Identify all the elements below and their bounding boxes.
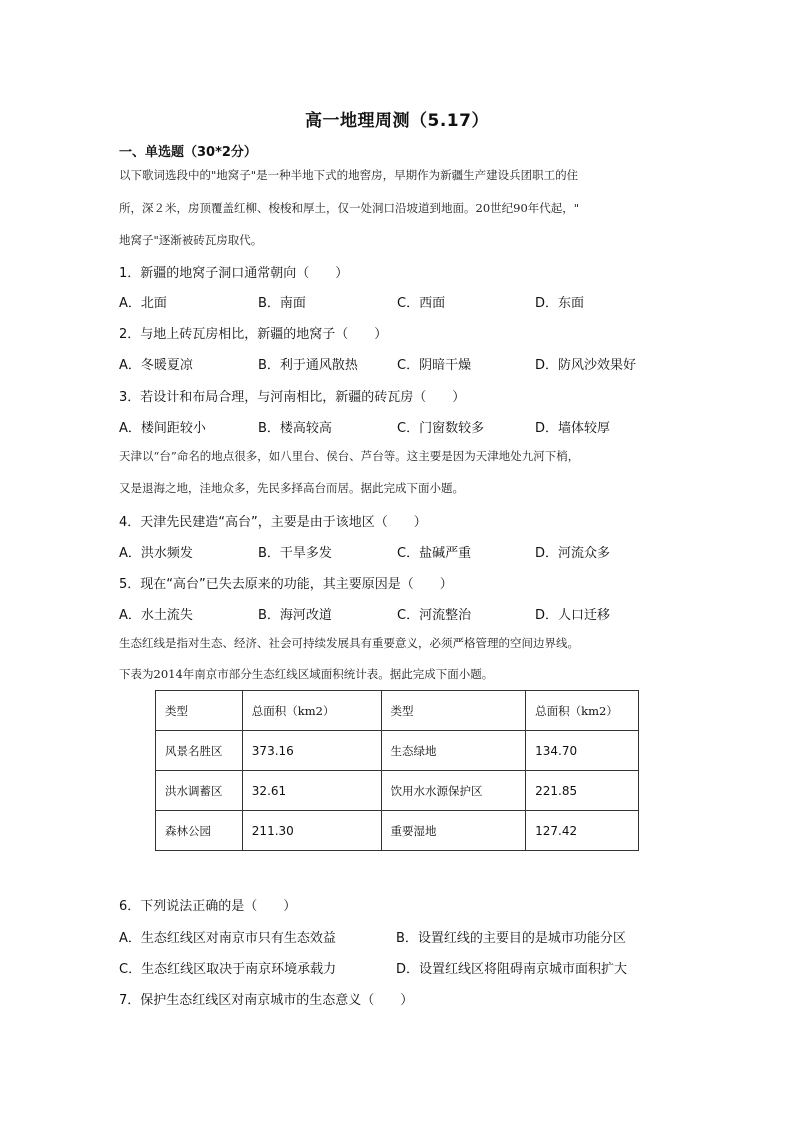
table-cell: 重要湿地 [381, 811, 526, 851]
table-header-cell: 类型 [381, 691, 526, 731]
question-2-option-b[interactable]: B．利于通风散热 [258, 358, 358, 373]
question-4-stem: 4．天津先民建造“高台”，主要是由于该地区（ ） [119, 515, 427, 530]
question-6-option-a[interactable]: A．生态红线区对南京市只有生态效益 [119, 931, 336, 946]
table-cell: 134.70 [526, 731, 639, 771]
question-2-option-d[interactable]: D．防风沙效果好 [535, 358, 637, 373]
table-header-cell: 总面积（km2） [242, 691, 381, 731]
question-4-option-b[interactable]: B．干旱多发 [258, 546, 332, 561]
passage-2-line-2: 又是退海之地，洼地众多，先民多择高台而居。据此完成下面小题。 [119, 481, 464, 495]
question-4-option-a[interactable]: A．洪水频发 [119, 546, 193, 561]
question-6-option-d[interactable]: D．设置红线区将阻碍南京城市面积扩大 [396, 962, 628, 977]
table-cell: 373.16 [242, 731, 381, 771]
page-title: 高一地理周测（5.17） [305, 111, 489, 131]
area-statistics-table [155, 690, 639, 851]
question-6-option-b[interactable]: B．设置红线的主要目的是城市功能分区 [396, 931, 626, 946]
passage-3-line-1: 生态红线是指对生态、经济、社会可持续发展具有重要意义，必须严格管理的空间边界线。 [119, 636, 579, 650]
question-1-stem: 1．新疆的地窝子洞口通常朝向（ ） [119, 266, 349, 281]
question-1-option-b[interactable]: B．南面 [258, 296, 306, 311]
section-heading: 一、单选题（30*2分） [119, 145, 257, 160]
table-header-cell: 类型 [156, 691, 243, 731]
table-row [156, 771, 639, 811]
passage-2-line-1: 天津以“台”命名的地点很多，如八里台、侯台、芦台等。这主要是因为天津地处九河下梢， [119, 449, 580, 463]
question-7-stem: 7．保护生态红线区对南京城市的生态意义（ ） [119, 993, 414, 1008]
passage-1-line-2: 所，深２米，房顶覆盖红柳、梭梭和厚土，仅一处洞口沿坡道到地面。20世纪90年代起，" [119, 201, 580, 215]
table-cell: 127.42 [526, 811, 639, 851]
question-1-option-a[interactable]: A．北面 [119, 296, 167, 311]
table-cell: 风景名胜区 [156, 731, 243, 771]
question-2-stem: 2．与地上砖瓦房相比，新疆的地窝子（ ） [119, 327, 388, 342]
table-cell: 32.61 [242, 771, 381, 811]
question-3-option-c[interactable]: C．门窗数较多 [397, 421, 485, 436]
question-6-stem: 6．下列说法正确的是（ ） [119, 899, 297, 914]
question-5-option-b[interactable]: B．海河改道 [258, 608, 332, 623]
question-3-option-d[interactable]: D．墙体较厚 [535, 421, 611, 436]
question-4-option-d[interactable]: D．河流众多 [535, 546, 611, 561]
table-cell: 森林公园 [156, 811, 243, 851]
question-3-stem: 3．若设计和布局合理，与河南相比，新疆的砖瓦房（ ） [119, 390, 466, 405]
table-cell: 211.30 [242, 811, 381, 851]
table-cell: 洪水调蓄区 [156, 771, 243, 811]
passage-1-line-1: 以下歌词选段中的"地窝子"是一种半地下式的地窖房，早期作为新疆生产建设兵团职工的住 [119, 168, 579, 182]
question-1-option-d[interactable]: D．东面 [535, 296, 585, 311]
passage-1-line-3: 地窝子"逐渐被砖瓦房取代。 [119, 233, 263, 247]
question-3-option-a[interactable]: A．楼间距较小 [119, 421, 206, 436]
question-5-stem: 5．现在“高台”已失去原来的功能，其主要原因是（ ） [119, 577, 453, 592]
table-header-row [156, 691, 639, 731]
table-cell: 221.85 [526, 771, 639, 811]
table-cell: 饮用水水源保护区 [381, 771, 526, 811]
question-5-option-a[interactable]: A．水土流失 [119, 608, 193, 623]
question-1-option-c[interactable]: C．西面 [397, 296, 446, 311]
question-6-option-c[interactable]: C．生态红线区取决于南京环境承载力 [119, 962, 337, 977]
question-3-option-b[interactable]: B．楼高较高 [258, 421, 332, 436]
table-row [156, 811, 639, 851]
question-5-option-c[interactable]: C．河流整治 [397, 608, 472, 623]
passage-3-line-2: 下表为2014年南京市部分生态红线区域面积统计表。据此完成下面小题。 [119, 667, 494, 681]
question-5-option-d[interactable]: D．人口迁移 [535, 608, 611, 623]
table-row [156, 731, 639, 771]
question-2-option-a[interactable]: A．冬暖夏凉 [119, 358, 193, 373]
table-header-cell: 总面积（km2） [526, 691, 639, 731]
question-2-option-c[interactable]: C．阴暗干燥 [397, 358, 472, 373]
question-4-option-c[interactable]: C．盐碱严重 [397, 546, 472, 561]
table-cell: 生态绿地 [381, 731, 526, 771]
